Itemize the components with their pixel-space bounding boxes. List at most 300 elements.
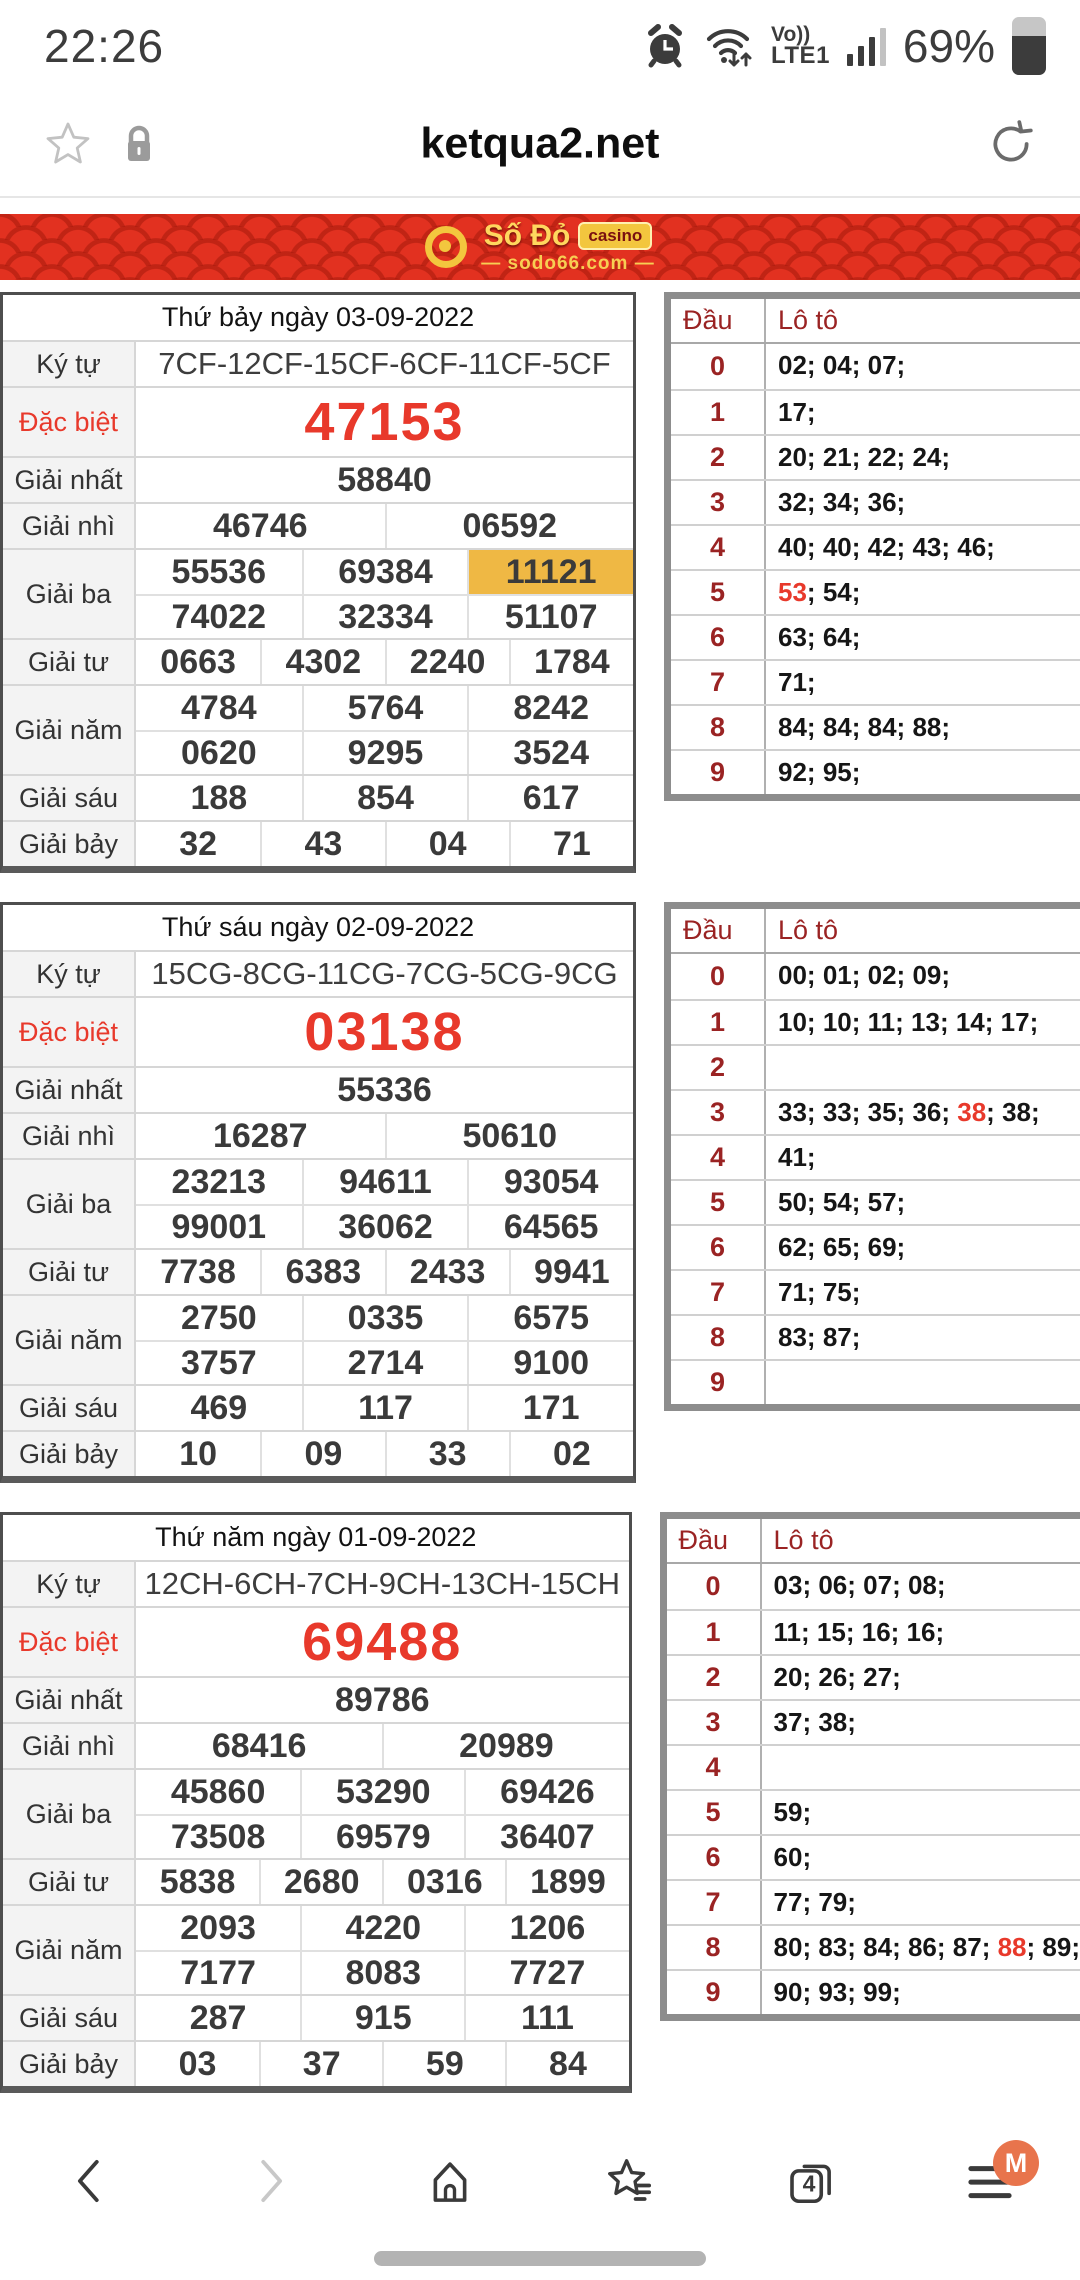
prize-number: 7727 <box>464 1950 628 1994</box>
loto-number: 20 <box>773 1662 803 1692</box>
loto-number: 59 <box>773 1797 803 1827</box>
loto-number: 40 <box>822 532 852 562</box>
loto-number: 79 <box>818 1887 848 1917</box>
loto-number: 62 <box>778 1232 807 1262</box>
forward-button[interactable] <box>241 2152 299 2210</box>
status-bar <box>0 0 1080 92</box>
loto-row <box>671 389 1080 434</box>
prize-number: 4220 <box>300 1906 464 1950</box>
lock-icon[interactable] <box>120 122 158 166</box>
ky-tu-value: 7CF-12CF-15CF-6CF-11CF-5CF <box>158 346 611 381</box>
prize-number: 1784 <box>509 640 633 684</box>
alarm-icon <box>643 23 687 69</box>
loto-row <box>667 1699 1080 1744</box>
loto-digit: 4 <box>671 1136 766 1179</box>
prize-number: 2750 <box>181 1298 257 1337</box>
row-giai-ba <box>3 1158 633 1248</box>
prize-number: 73508 <box>136 1814 300 1858</box>
loto-header-label: Lô tô <box>778 305 839 335</box>
loto-number: 38 <box>818 1707 848 1737</box>
prize-label: Giải sáu <box>3 776 136 820</box>
prize-number: 36407 <box>464 1814 628 1858</box>
prize-label: Ký tự <box>3 1562 136 1606</box>
loto-digit: 0 <box>667 1564 762 1609</box>
loto-number: 33 <box>822 1097 852 1127</box>
loto-number: 71 <box>778 667 807 697</box>
loto-number: 36 <box>912 1097 942 1127</box>
loto-digit: 6 <box>671 616 766 659</box>
prize-number: 45860 <box>170 1772 266 1811</box>
loto-number: 35 <box>867 1097 897 1127</box>
loto-number: 83 <box>778 1322 807 1352</box>
loto-number: 11 <box>773 1617 802 1647</box>
loto-number: 64 <box>822 622 852 652</box>
loto-row <box>671 344 1080 389</box>
sodo-logo-icon <box>425 226 467 268</box>
loto-digit: 7 <box>671 661 766 704</box>
loto-row <box>667 1609 1080 1654</box>
loto-values: 90; 93; 99; <box>773 1977 901 2007</box>
loto-number: 38 <box>957 1097 987 1127</box>
back-button[interactable] <box>61 2152 119 2210</box>
home-indicator[interactable] <box>374 2251 706 2266</box>
loto-row <box>671 1179 1080 1224</box>
loto-number: 26 <box>818 1662 848 1692</box>
loto-number: 75 <box>822 1277 852 1307</box>
prize-number: 915 <box>300 1996 464 2040</box>
loto-number: 09 <box>912 960 942 990</box>
loto-row <box>671 954 1080 999</box>
tabs-button[interactable] <box>781 2152 839 2210</box>
loto-digit: 5 <box>667 1791 762 1834</box>
prize-number: 854 <box>302 776 468 820</box>
site-text: — sodo66.com — <box>481 252 655 274</box>
loto-number: 60 <box>773 1842 803 1872</box>
special-prize-value: 03138 <box>304 1002 465 1062</box>
loto-number: 54 <box>822 1187 852 1217</box>
loto-values: 63; 64; <box>778 622 861 652</box>
prize-number: 55336 <box>337 1070 432 1109</box>
loto-number: 36 <box>867 487 897 517</box>
loto-table <box>664 902 1080 1411</box>
prize-label: Giải tư <box>3 1250 136 1294</box>
loto-number: 34 <box>822 487 852 517</box>
loto-number: 07 <box>863 1570 893 1600</box>
loto-values: 62; 65; 69; <box>778 1232 906 1262</box>
prize-label: Giải sáu <box>3 1996 136 2040</box>
loto-values: 37; 38; <box>773 1707 856 1737</box>
ky-tu-value: 15CG-8CG-11CG-7CG-5CG-9CG <box>151 956 618 991</box>
loto-values: 71; 75; <box>778 1277 861 1307</box>
prize-number: 7177 <box>136 1950 300 1994</box>
day-section <box>0 1512 1080 2093</box>
loto-row <box>671 524 1080 569</box>
prize-number: 58840 <box>337 460 432 499</box>
date-header: Thứ sáu ngày 02-09-2022 <box>161 912 475 942</box>
prize-label: Giải tư <box>3 1860 136 1904</box>
loto-row <box>671 749 1080 794</box>
loto-number: 89 <box>1042 1932 1072 1962</box>
loto-number: 17 <box>778 397 807 427</box>
loto-values <box>762 1746 1080 1789</box>
loto-number: 84 <box>822 712 852 742</box>
loto-number: 16 <box>906 1617 936 1647</box>
prize-number: 617 <box>467 776 633 820</box>
loto-digit: 7 <box>667 1881 762 1924</box>
prize-label: Giải năm <box>3 1296 136 1384</box>
prize-number: 74022 <box>136 594 302 638</box>
loto-values: 53; 54; <box>778 577 861 607</box>
prize-label: Giải bảy <box>3 2042 136 2086</box>
prize-label: Giải tư <box>3 640 136 684</box>
loto-values: 84; 84; 84; 88; <box>778 712 951 742</box>
loto-number: 04 <box>822 350 852 380</box>
loto-number: 17 <box>1000 1007 1030 1037</box>
row-giai-ba <box>3 1768 629 1858</box>
loto-body <box>671 954 1080 1404</box>
prize-number: 20989 <box>382 1724 628 1768</box>
prize-number: 93054 <box>467 1160 633 1204</box>
loto-values: 10; 10; 11; 13; 14; 17; <box>778 1007 1039 1037</box>
prize-number: 3524 <box>467 730 633 774</box>
prize-number: 188 <box>190 778 248 817</box>
prize-number: 2433 <box>385 1250 509 1294</box>
loto-header-label: Lô tô <box>778 915 839 945</box>
loto-digit: 1 <box>671 1001 766 1044</box>
loto-digit: 5 <box>671 571 766 614</box>
menu-button[interactable] <box>961 2147 1028 2210</box>
home-button[interactable] <box>421 2152 479 2210</box>
prize-label: Giải nhất <box>3 1068 136 1112</box>
row-giai-nam <box>3 1294 633 1384</box>
loto-number: 02 <box>778 350 807 380</box>
loto-row <box>671 1314 1080 1359</box>
prize-number: 99001 <box>136 1204 302 1248</box>
prize-number: 9100 <box>467 1340 633 1384</box>
loto-header <box>671 909 1080 954</box>
loto-table <box>664 292 1080 801</box>
result-table <box>0 292 636 873</box>
loto-number: 14 <box>955 1007 985 1037</box>
prize-number: 53290 <box>300 1770 464 1814</box>
loto-table <box>660 1512 1080 2021</box>
loto-row <box>667 1879 1080 1924</box>
loto-values <box>766 1046 1080 1089</box>
loto-values: 41; <box>778 1142 816 1172</box>
loto-digit: 6 <box>667 1836 762 1879</box>
loto-digit: 7 <box>671 1271 766 1314</box>
loto-values: 92; 95; <box>778 757 861 787</box>
loto-number: 90 <box>773 1977 803 2007</box>
loto-number: 42 <box>867 532 897 562</box>
loto-row <box>667 1834 1080 1879</box>
prize-number: 11121 <box>467 550 633 594</box>
row-ky-tu <box>3 1560 629 1606</box>
row-giai-nhi <box>3 1722 629 1768</box>
prize-number: 51107 <box>467 594 633 638</box>
prize-label: Đặc biệt <box>3 388 136 456</box>
loto-row <box>667 1924 1080 1969</box>
loto-row <box>671 659 1080 704</box>
special-prize-value: 47153 <box>304 392 465 452</box>
prize-number: 171 <box>467 1386 633 1430</box>
prize-number: 469 <box>190 1388 248 1427</box>
row-giai-nhat <box>3 1676 629 1722</box>
status-icons <box>643 17 1046 75</box>
loto-digit: 0 <box>671 344 766 389</box>
row-dac-biet <box>3 386 633 456</box>
loto-values: 20; 26; 27; <box>773 1662 901 1692</box>
loto-number: 43 <box>912 532 942 562</box>
loto-number: 16 <box>861 1617 891 1647</box>
loto-number: 02 <box>867 960 897 990</box>
profile-badge: M <box>993 2140 1039 2186</box>
loto-digit: 5 <box>671 1181 766 1224</box>
day-section <box>0 292 1080 873</box>
tab-count: 4 <box>802 2170 816 2197</box>
special-prize-value: 69488 <box>302 1612 463 1672</box>
row-giai-nhi <box>3 502 633 548</box>
loto-values: 71; <box>778 667 816 697</box>
loto-digit: 0 <box>671 954 766 999</box>
prize-number: 287 <box>189 1998 247 2037</box>
loto-number: 40 <box>778 532 807 562</box>
prize-label: Giải sáu <box>3 1386 136 1430</box>
prize-number: 2714 <box>302 1340 468 1384</box>
loto-number: 07 <box>867 350 897 380</box>
dau-header-label: Đầu <box>667 1519 762 1562</box>
loto-values: 00; 01; 02; 09; <box>778 960 951 990</box>
prize-number: 0335 <box>302 1296 468 1340</box>
prize-number: 32334 <box>302 594 468 638</box>
row-giai-bay <box>3 820 633 866</box>
loto-number: 93 <box>818 1977 848 2007</box>
loto-number: 33 <box>778 1097 807 1127</box>
row-giai-ba <box>3 548 633 638</box>
row-giai-sau <box>3 1994 629 2040</box>
loto-digit: 9 <box>671 1361 766 1404</box>
prize-number: 09 <box>260 1432 384 1476</box>
prize-number: 23213 <box>171 1162 267 1201</box>
prize-number: 46746 <box>212 506 308 545</box>
loto-number: 32 <box>778 487 807 517</box>
prize-number: 4302 <box>260 640 384 684</box>
loto-row <box>667 1564 1080 1609</box>
prize-label: Giải nhì <box>3 1114 136 1158</box>
loto-digit: 1 <box>671 391 766 434</box>
prize-number: 32 <box>179 824 218 863</box>
prize-label: Ký tự <box>3 952 136 996</box>
loto-values: 11; 15; 16; 16; <box>773 1617 945 1647</box>
loto-number: 86 <box>907 1932 937 1962</box>
prize-number: 2680 <box>259 1860 382 1904</box>
loto-number: 92 <box>778 757 807 787</box>
prize-number: 16287 <box>212 1116 308 1155</box>
prize-number: 2093 <box>180 1908 256 1947</box>
prize-number: 02 <box>509 1432 633 1476</box>
loto-header-label: Lô tô <box>773 1525 834 1555</box>
prize-label: Giải năm <box>3 686 136 774</box>
row-giai-bay <box>3 1430 633 1476</box>
loto-number: 46 <box>957 532 987 562</box>
loto-values <box>766 1361 1080 1404</box>
prize-number: 0316 <box>382 1860 505 1904</box>
loto-digit: 3 <box>671 481 766 524</box>
loto-row <box>671 1269 1080 1314</box>
prize-label: Giải bảy <box>3 1432 136 1476</box>
prize-label: Giải nhất <box>3 1678 136 1722</box>
loto-digit: 4 <box>667 1746 762 1789</box>
loto-number: 37 <box>773 1707 803 1737</box>
loto-number: 11 <box>867 1007 896 1037</box>
loto-header <box>667 1519 1080 1564</box>
prize-number: 0663 <box>160 642 236 681</box>
dau-header-label: Đầu <box>671 299 766 342</box>
row-giai-tu <box>3 1248 633 1294</box>
loto-digit: 6 <box>671 1226 766 1269</box>
prize-number: 117 <box>302 1386 468 1430</box>
loto-row <box>671 999 1080 1044</box>
battery-percent: 69% <box>902 20 995 72</box>
prize-number: 69384 <box>302 550 468 594</box>
loto-values: 03; 06; 07; 08; <box>773 1570 946 1600</box>
loto-number: 20 <box>778 442 807 472</box>
prize-label: Giải năm <box>3 1906 136 1994</box>
prize-number: 37 <box>259 2042 382 2086</box>
loto-row <box>671 569 1080 614</box>
signal-strength-icon <box>847 26 886 66</box>
loto-number: 08 <box>907 1570 937 1600</box>
url-title[interactable]: ketqua2.net <box>420 119 660 168</box>
wifi-icon <box>704 22 754 70</box>
loto-values: 50; 54; 57; <box>778 1187 906 1217</box>
prize-number: 0620 <box>136 730 302 774</box>
prize-number: 1899 <box>505 1860 628 1904</box>
loto-values: 33; 33; 35; 36; 38; 38; <box>778 1097 1040 1127</box>
loto-digit: 9 <box>671 751 766 794</box>
loto-digit: 8 <box>671 706 766 749</box>
loto-number: 50 <box>778 1187 807 1217</box>
loto-digit: 8 <box>667 1926 762 1969</box>
prize-number: 2240 <box>385 640 509 684</box>
day-section <box>0 902 1080 1483</box>
loto-values: 60; <box>773 1842 812 1872</box>
prize-number: 10 <box>179 1434 218 1473</box>
battery-icon <box>1012 17 1046 75</box>
prize-number: 1206 <box>464 1906 628 1950</box>
prize-number: 36062 <box>302 1204 468 1248</box>
loto-row <box>667 1969 1080 2014</box>
loto-row <box>671 1359 1080 1404</box>
row-giai-tu <box>3 1858 629 1904</box>
loto-row <box>671 1044 1080 1089</box>
browser-toolbar <box>0 92 1080 198</box>
prize-number: 68416 <box>211 1726 307 1765</box>
loto-number: 65 <box>822 1232 852 1262</box>
loto-digit: 2 <box>671 1046 766 1089</box>
prize-number: 69426 <box>464 1770 628 1814</box>
bookmarks-button[interactable] <box>601 2152 659 2210</box>
result-table <box>0 1512 632 2093</box>
prize-number: 06592 <box>385 504 634 548</box>
row-giai-sau <box>3 1384 633 1430</box>
loto-values: 83; 87; <box>778 1322 861 1352</box>
loto-number: 80 <box>773 1932 803 1962</box>
row-ky-tu <box>3 340 633 386</box>
ad-banner[interactable] <box>0 214 1080 280</box>
prize-number: 33 <box>385 1432 509 1476</box>
prize-number: 9941 <box>509 1250 633 1294</box>
loto-row <box>671 1134 1080 1179</box>
loto-number: 77 <box>773 1887 803 1917</box>
result-table <box>0 902 636 1483</box>
loto-number: 10 <box>778 1007 807 1037</box>
prize-number: 64565 <box>467 1204 633 1248</box>
row-giai-nhat <box>3 456 633 502</box>
loto-number: 54 <box>822 577 852 607</box>
prize-number: 43 <box>260 822 384 866</box>
dau-header-label: Đầu <box>671 909 766 952</box>
prize-label: Giải nhất <box>3 458 136 502</box>
loto-values: 17; <box>778 397 816 427</box>
refresh-button[interactable] <box>986 119 1036 169</box>
loto-digit: 8 <box>671 1316 766 1359</box>
loto-values: 40; 40; 42; 43; 46; <box>778 532 995 562</box>
loto-number: 15 <box>816 1617 846 1647</box>
loto-row <box>667 1744 1080 1789</box>
loto-digit: 2 <box>667 1656 762 1699</box>
prize-number: 6383 <box>260 1250 384 1294</box>
loto-row <box>667 1789 1080 1834</box>
loto-number: 13 <box>911 1007 940 1037</box>
network-type-label: Vo)) LTE1 <box>771 22 830 69</box>
loto-values: 02; 04; 07; <box>778 350 906 380</box>
loto-digit: 2 <box>671 436 766 479</box>
row-giai-nam <box>3 684 633 774</box>
prize-number: 6575 <box>467 1296 633 1340</box>
loto-number: 22 <box>867 442 897 472</box>
loto-row <box>671 704 1080 749</box>
loto-number: 95 <box>822 757 852 787</box>
loto-number: 71 <box>778 1277 807 1307</box>
loto-number: 87 <box>822 1322 852 1352</box>
loto-number: 06 <box>818 1570 848 1600</box>
loto-number: 84 <box>863 1932 893 1962</box>
bookmark-star-icon[interactable] <box>44 120 92 168</box>
prize-number: 69579 <box>300 1814 464 1858</box>
loto-header <box>671 299 1080 344</box>
prize-number: 84 <box>505 2042 628 2086</box>
prize-label: Đặc biệt <box>3 998 136 1066</box>
prize-number: 5764 <box>302 686 468 730</box>
prize-number: 8083 <box>300 1950 464 1994</box>
loto-number: 99 <box>863 1977 893 2007</box>
prize-number: 8242 <box>467 686 633 730</box>
loto-number: 88 <box>912 712 942 742</box>
prize-number: 55536 <box>171 552 267 591</box>
prize-number: 04 <box>385 822 509 866</box>
loto-row <box>671 1224 1080 1269</box>
prize-number: 7738 <box>160 1252 236 1291</box>
loto-values: 59; <box>773 1797 812 1827</box>
loto-number: 84 <box>867 712 897 742</box>
prize-label: Giải ba <box>3 1160 136 1248</box>
prize-number: 4784 <box>181 688 257 727</box>
loto-digit: 4 <box>671 526 766 569</box>
loto-number: 00 <box>778 960 807 990</box>
prize-label: Giải nhì <box>3 504 136 548</box>
loto-values: 80; 83; 84; 86; 87; 88; 89; <box>773 1932 1080 1962</box>
